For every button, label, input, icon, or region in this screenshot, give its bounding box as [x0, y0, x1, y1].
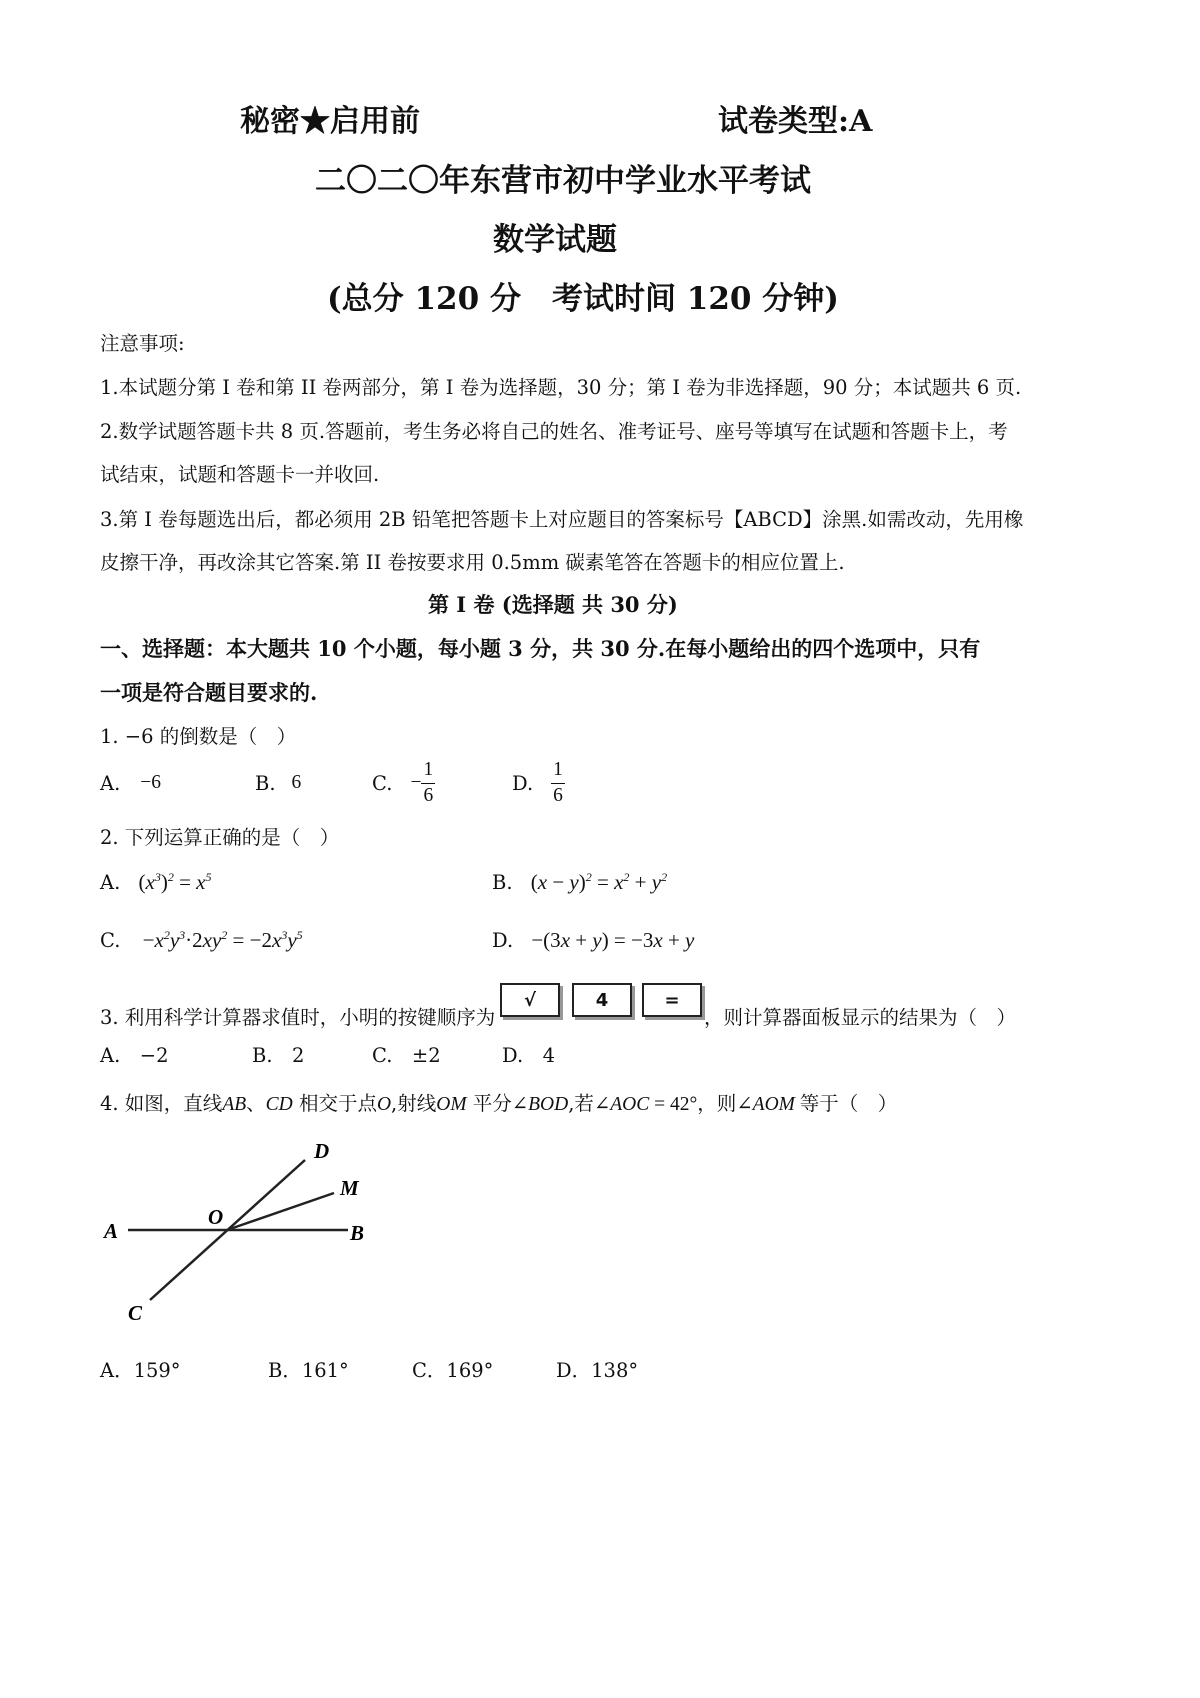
section-instruction-line-2: 一项是符合题目要求的. — [100, 680, 318, 705]
q4-option-d: D．138° — [556, 1359, 639, 1382]
q2-option-c — [100, 928, 303, 953]
q4-stem-pre: 4. 如图，直线 — [100, 1092, 223, 1115]
q2-c-formula: $-x^2y^3\cdot 2xy^2 = -2x^3y^5$ — [142, 928, 303, 952]
q2-c-label: C. — [100, 929, 121, 952]
q4-stem-post: 等于（ ） — [799, 1092, 898, 1115]
q2-a-label: A. — [100, 871, 121, 894]
point-label-c: C — [128, 1301, 143, 1325]
q1-d-numerator: 1 — [551, 758, 565, 783]
q4-option-b: B．161° — [268, 1359, 349, 1382]
q1-a-label: A. — [100, 771, 121, 795]
note-1: 1.本试题分第 I 卷和第 II 卷两部分，第 I 卷为选择题，30 分；第 I 卷为非选择题，90 分；本试题共 6 页. — [100, 376, 1022, 399]
part1-title: 第 I 卷 (选择题 共 30 分) — [428, 592, 678, 617]
calculator-4-key: 4 — [572, 983, 632, 1017]
q3-stem-post: ，则计算器面板显示的结果为（ ） — [704, 1006, 1017, 1029]
q3-stem-pre: 3. 利用科学计算器求值时，小明的按键顺序为 — [100, 1006, 496, 1029]
q1-d-label: D. — [512, 771, 534, 795]
confidential-label: 秘密★启用前 — [240, 104, 420, 139]
q1-d-fraction — [551, 758, 565, 808]
ray-om — [227, 1193, 334, 1230]
q2-a-formula: $(x^3)^2 = x^5$ — [138, 870, 212, 894]
q2-option-d — [492, 928, 694, 953]
q1-b-label: B. — [255, 771, 276, 795]
point-label-a: A — [104, 1219, 119, 1243]
point-label-b: B — [350, 1221, 365, 1245]
q4-geometry-figure — [100, 1130, 390, 1340]
exam-title: 二〇二〇年东营市初中学业水平考试 — [315, 163, 811, 199]
subject-title: 数学试题 — [493, 222, 617, 258]
note-2-line-2: 试结束，试题和答题卡一并收回. — [100, 463, 380, 486]
q1-c-label: C. — [372, 771, 393, 795]
q4-option-a: A．159° — [100, 1359, 181, 1382]
q2-d-label: D. — [492, 929, 514, 952]
paper-type-label: 试卷类型:A — [718, 104, 873, 139]
note-3-line-1: 3.第 I 卷每题选出后，都必须用 2B 铅笔把答题卡上对应题目的答案标号【ABCD】涂黑.如需改动，先用橡 — [100, 508, 1024, 531]
q1-c-denominator: 6 — [423, 784, 434, 806]
note-3-line-2: 皮擦干净，再改涂其它答案.第 II 卷按要求用 0.5mm 碳素笔答在答题卡的相应位置上. — [100, 551, 845, 574]
q1-stem: 1. −6 的倒数是（ ） — [100, 725, 297, 748]
q4-option-c: C．169° — [412, 1359, 494, 1382]
q4-stem — [100, 1088, 897, 1116]
q2-stem: 2. 下列运算正确的是（ ） — [100, 826, 340, 849]
section-instruction-line-1: 一、选择题：本大题共 10 个小题，每小题 3 分，共 30 分.在每小题给出的四个选项中，只有 — [100, 636, 981, 661]
calculator-equals-key: = — [642, 983, 702, 1017]
q3-option-c: C. ±2 — [372, 1044, 441, 1067]
note-2-line-1: 2.数学试题答题卡共 8 页.答题前，考生务必将自己的姓名、准考证号、座号等填写在试题和答题卡上，考 — [100, 420, 1008, 443]
q3-option-d: D. 4 — [502, 1044, 556, 1067]
q1-option-c — [372, 758, 435, 808]
calculator-sqrt-key: √ — [500, 983, 560, 1017]
q1-a-value: −6 — [140, 772, 162, 793]
q1-d-denominator: 6 — [553, 784, 563, 806]
q1-option-d — [512, 758, 565, 808]
q1-c-numerator: 1 — [421, 758, 435, 783]
point-label-m: M — [340, 1176, 359, 1200]
q3-option-a: A. −2 — [100, 1044, 169, 1067]
q1-c-sign: − — [410, 772, 422, 793]
q2-d-formula: −(3x + y) = −3x + y — [531, 928, 695, 952]
point-label-o: O — [208, 1205, 224, 1229]
q4-stem-math: AB、CD 相交于点O,射线OM 平分∠BOD,若∠AOC = 42°，则∠AOM — [222, 1092, 800, 1115]
q1-b-value: 6 — [291, 772, 302, 793]
q1-c-fraction — [421, 758, 435, 808]
point-label-d: D — [314, 1139, 330, 1163]
q1-option-b — [255, 758, 301, 808]
q2-b-label: B. — [492, 871, 513, 894]
notes-heading: 注意事项: — [100, 332, 185, 355]
q3-option-b: B. 2 — [252, 1044, 305, 1067]
q1-option-a — [100, 758, 161, 808]
q2-option-a — [100, 870, 211, 895]
q2-b-formula: $(x - y)^2 = x^2 + y^2$ — [530, 870, 668, 894]
q2-option-b — [492, 870, 667, 895]
exam-info: (总分 120 分 考试时间 120 分钟) — [327, 281, 839, 317]
